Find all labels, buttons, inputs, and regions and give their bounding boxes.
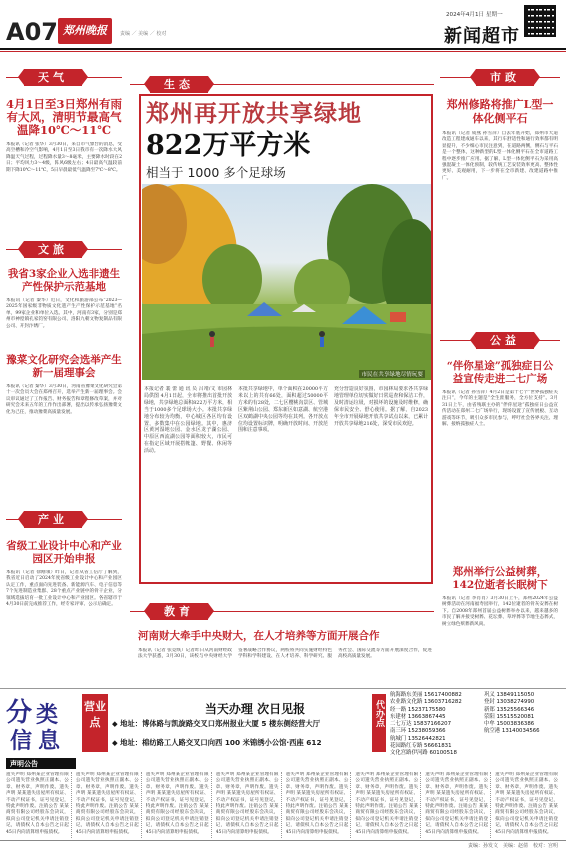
education-body: 本报讯（记者 张竞昳）记者昨日从河南财经政法大学获悉，3月30日，该校与中央财经大学签署战略合作协议，两校将共同实施财经特色学科和学科建设、在人才培养、科学研究、服务社会、国际交流等方面开展深度合作，促进高校高质量发展。 [138, 648, 432, 660]
section-title: 新闻超市 [444, 26, 520, 47]
notice-column: 遗失声明 郑州某企业管理有限公司遗失营业执照正副本、公章、财务章，声明作废。遗失声明 某某遗失房屋所有权证、不动产权证书，证号见登记，特此声明作废。注销公告 某某商贸有限公司经股东会决议，拟向公司登记机关申请注销登记，请债权人自本公告之日起45日内向清算组申报债权。 [146, 772, 212, 838]
culture-headline-1: 我省3家企业入选非遗生产性保护示范基地 [7, 268, 121, 293]
agent-entry: 东建材 13663867445 [390, 713, 446, 720]
ecology-column-1: 本报记者 裴 蕾 通 讯 员 吕靖/文 市园林局供图 4月1日起，全市将推出首批开放绿地，共享绿地总面积822万平方米，相当于1000多个足球场大小。本批共享绿地分布较为均衡，中心城区各区均有设置，多数集中在公园绿地。其中，惠济区黄河湿地公园、金水区龙子湖公园、中原区西流湖公园等面积较大，市民可在指定区域开展搭帐篷、野餐、休闲等活动。 [144, 386, 232, 455]
industry-body: 本报讯（记者 徐刚领）昨日，记者从省工信厅了解到，我省近日启动了2024年度省级工业设计中心和产业园区认定工作，重点面向先进装备、新能源汽车、电子信息等7个先进制造业集群、28个重点产业链中的骨干企业，分领域选拔培育一批工业设计中心和产业园区。各省辖市于4月30日前完成推荐工作，经专家评审、公示后确定。 [6, 570, 122, 608]
agents-right-list [484, 692, 562, 736]
agent-entry: 登封 13038274990 [484, 699, 535, 706]
classifieds-logo-char-1: 分 [6, 698, 33, 728]
notice-column: 遗失声明 郑州某企业管理有限公司遗失营业执照正副本、公章、财务章，声明作废。遗失声明 某某遗失房屋所有权证、不动产权证书，证号见登记，特此声明作废。注销公告 某某商贸有限公司经股东会决议，拟向公司登记机关申请注销登记，请债权人自本公告之日起45日内向清算组申报债权。 [216, 772, 282, 838]
agent-entry: 南三环 15238059366 [390, 728, 446, 735]
agent-entry: 荥阳 15515520081 [484, 713, 535, 720]
classifieds-address-1: ◆ 地址：博体路与凯旋路交叉口郑州报业大厦 5 楼东侧经营大厅 [112, 719, 321, 728]
agent-entry: 二七万达 15837166207 [390, 721, 452, 728]
weather-headline: 4月1日至3日郑州有雨有大风，清明节最高气温降10℃～11℃ [6, 97, 123, 137]
education-headline: 河南财大牵手中央财大，在人才培养等方面开展合作 [138, 630, 380, 642]
welfare-headline-2: 郑州举行公益树葬，142位逝者长眠树下 [452, 566, 548, 591]
ecology-headline-1: 郑州再开放共享绿地 [146, 100, 362, 127]
notice-column: 遗失声明 郑州某企业管理有限公司遗失营业执照正副本、公章、财务章，声明作废。遗失声明 某某遗失房屋所有权证、不动产权证书，证号见登记，特此声明作废。注销公告 某某商贸有限公司经股东会决议，拟向公司登记机关申请注销登记，请债权人自本公告之日起45日内向清算组申报债权。 [425, 772, 491, 838]
notice-column: 遗失声明 郑州某企业管理有限公司遗失营业执照正副本、公章、财务章，声明作废。遗失声明 某某遗失房屋所有权证、不动产权证书，证号见登记，特此声明作废。注销公告 某某商贸有限公司经股东会决议，拟向公司登记机关申请注销登记，请债权人自本公告之日起45日内向清算组申报债权。 [76, 772, 142, 838]
culture-headline-2: 豫菜文化研究会选举产生新一届理事会 [6, 354, 122, 379]
park-scene-illustration [142, 184, 431, 380]
municipal-body: 本报讯（记者 成燕 孙雪萍）自去年底开始，郑州市大道改造工程建成通车以来，其行车舒适性和通行效率都有明显提升，不少细心市民注意到，在道路两侧，侧石与平石是一个整体，这种新型的L型一体化侧平石在全市道路工程中逐步推广应用。据了解，L型一体化侧平石为采用高强混凝土一体化预制，较传统工艺安装效率更高、整体性更好、美观耐用，下一步将在全市新建、改建道路中推广。 [442, 131, 558, 181]
agent-label [372, 694, 386, 752]
agent-entry: 航城门 13526442821 [390, 735, 446, 742]
footer-rule [0, 840, 566, 841]
ecology-column-3: 充分营造良好氛围，市园林局要求各共享绿地管理单位切实做好日常巡查和保洁工作，及时清运垃圾，对损坏的设施及时维修，确保市民安全、舒心使用。据了解，自2023年全市开展绿地开放共享试点以来，已累计开放共享绿地216处，深受市民欢迎。 [334, 386, 428, 427]
agent-entry: 农业路文化路 13603716282 [390, 699, 462, 706]
agent-entry: 新郑 13525566346 [484, 706, 535, 713]
municipal-tab: 市政 [476, 69, 534, 86]
agent-entry: 经一路 15237175580 [390, 706, 446, 713]
business-label-line-1: 营业 [84, 700, 106, 713]
weather-body: 本报讯（记者 张华）3月30日，来自市气象台的消息，受高空槽和冷空气影响，4月1日至3日我市有一次降水大风降温天气过程，过程降水量3～8毫米，主要降水时段在2日；平均风力3～4级，阵风6级左右；4日最高气温较前期下降10℃～11℃，5日早晨最低气温降至7℃～8℃。 [6, 142, 122, 173]
notice-column: 遗失声明 郑州某企业管理有限公司遗失营业执照正副本、公章、财务章，声明作废。遗失声明 某某遗失房屋所有权证、不动产权证书，证号见登记，特此声明作废。注销公告 某某商贸有限公司经股东会决议，拟向公司登记机关申请注销登记，请债权人自本公告之日起45日内向清算组申报债权。 [286, 772, 352, 838]
qr-code-icon [524, 5, 556, 37]
industry-headline: 省级工业设计中心和产业园区开始申报 [6, 540, 122, 565]
welfare-headline-1: “伴你星途”孤独症日公益宣传走进二七广场 [446, 360, 554, 385]
notice-column: 遗失声明 郑州某企业管理有限公司遗失营业执照正副本、公章、财务章，声明作废。遗失声明 某某遗失房屋所有权证、不动产权证书，证号见登记，特此声明作废。注销公告 某某商贸有限公司经股东会决议，拟向公司登记机关申请注销登记，请债权人自本公告之日起45日内向清算组申报债权。 [355, 772, 421, 838]
culture-body-1: 本报讯（记者 秦华）近日，文化和旅游部公布“2023—2025年国家级非物质文化遗产生产性保护示范基地”名单，99家企业和单位入选。其中，河南有3家，分别是郑州市神垕镇孔家钧窑有限公司、洛阳九朝文物复制品有限公司、开封汴绣厂。 [6, 298, 122, 329]
culture-tab: 文旅 [24, 241, 82, 258]
agent-label-text: 代办点 [374, 700, 384, 727]
ecology-column-2: 本批共享绿地中，单个面积在20000平方米以上的共有66处，面积超过50000平方米的有28处，二七区樱桃沟景区、管城区紫荆山公园、郑东新区如意湖、航空港区双鹤湖中央公园等均在其列。各开放点位均设置标识牌，明确开放时间、开放范围和注意事项。 [238, 386, 328, 434]
photo-caption: 市民在共享绿地尽情玩耍 [361, 372, 423, 378]
business-label-line-2: 点 [89, 716, 101, 729]
agent-entry: 中牟 15003836386 [484, 721, 535, 728]
welfare-body-1: 本报讯（记者 孙雪萍）4月2日是第十七个“世界孤独症关注日”，今年的主题是“全生涯服务，全方位支持”。3月31日上午，由省残联主办的“伴你星途”孤独症日公益宣传活动在郑州二七广场举行，现场设置了宣传展板、互动游戏等环节，吸引众多市民参与，呼吁社会各界关注、理解、接纳孤独症人士。 [442, 390, 558, 428]
agent-entry: 航空港 13140034566 [484, 728, 540, 735]
business-label [82, 694, 108, 752]
classifieds-banner: 当天办理 次日见报 [204, 702, 306, 716]
notices-grid [6, 772, 560, 838]
notice-column: 遗失声明 郑州某企业管理有限公司遗失营业执照正副本、公章、财务章，声明作废。遗失声明 某某遗失房屋所有权证、不动产权证书，证号见登记，特此声明作废。注销公告 某某商贸有限公司经股东会决议，拟向公司登记机关申请注销登记，请债权人自本公告之日起45日内向清算组申报债权。 [6, 772, 72, 838]
ecology-tab: 生态 [150, 76, 208, 93]
weather-tab: 天气 [24, 69, 82, 86]
welfare-tab: 公益 [476, 332, 534, 349]
ecology-subhead: 相当于 1000 多个足球场 [146, 165, 286, 180]
notice-title: 声明公告 [10, 759, 38, 768]
notice-header [6, 758, 76, 769]
masthead-rule-red [0, 51, 566, 52]
education-tab: 教育 [150, 603, 208, 620]
notice-column: 遗失声明 郑州某企业管理有限公司遗失营业执照正副本、公章、财务章，声明作废。遗失声明 某某遗失房屋所有权证、不动产权证书，证号见登记，特此声明作废。注销公告 某某商贸有限公司经股东会决议，拟向公司登记机关申请注销登记，请债权人自本公告之日起45日内向清算组申报债权。 [495, 772, 558, 835]
culture-body-2: 本报讯（记者 秦华）3月30日，河南省豫菜文化研究会第十一次会员大会在郑州召开，选举产生新一届理事会。会议审议通过了工作报告、财务报告和章程修改草案，并对研究会未来五年的工作作出部署，提出以传承弘扬豫菜文化为己任，推动豫菜高质量发展。 [6, 384, 122, 415]
welfare-body-2: 本报讯（记者 李肖肖）3月30日上午，郑州2024年公益树葬活动在河南福寿园举行，142位逝者的骨灰安葬在树下。自2008年郑州首届公益树葬举办以来，越来越多的市民了解并接受树葬、花坛葬、草坪葬等节地生态葬式，树立绿色殡葬新风尚。 [442, 596, 558, 627]
municipal-headline: 郑州修路将推广L型一体化侧平石 [446, 98, 554, 125]
masthead-rule [0, 48, 566, 50]
issue-date: 2024年4月1日 星期一 [446, 12, 503, 18]
classifieds-logo-char-3: 信 [10, 728, 33, 754]
industry-tab: 产业 [24, 511, 82, 528]
masthead-editors: 责编 ／ 美编 ／ 校对 [120, 31, 167, 37]
ecology-headline-2: 822万平方米 [146, 130, 311, 161]
classifieds-logo-char-4: 息 [38, 728, 61, 754]
park-photo [142, 184, 431, 380]
classifieds-top-rule [0, 688, 566, 689]
footer-credits: 责编：孙发文 美编：赵倩 校对：宫明 [467, 843, 558, 849]
paper-name-logo [58, 18, 112, 44]
classifieds-logo-char-2: 类 [36, 702, 59, 728]
page-number: A07 [6, 18, 58, 46]
paper-name-text: 郑州晚报 [63, 24, 107, 37]
agent-entry: 航海路东美丽 15617400882 [390, 692, 462, 698]
agent-entry: 文化宫路伊河路 60100518 [390, 750, 457, 757]
agent-entry: 巩义 13849115050 [484, 692, 535, 698]
agents-left-list [390, 692, 482, 758]
classifieds-logo [6, 692, 76, 754]
agent-entry: 花园路红专路 56661831 [390, 743, 452, 750]
classifieds-address-2: ◆ 地址：棉纺路工人路交叉口向西 100 米锦绣小公馆·西座 612 [112, 738, 322, 747]
